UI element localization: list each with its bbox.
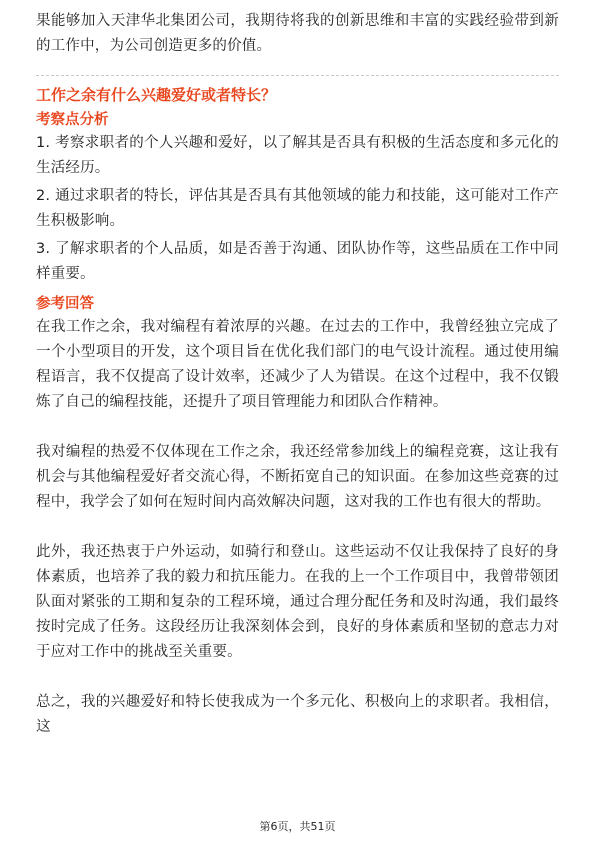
analysis-point: 3. 了解求职者的个人品质，如是否善于沟通、团队协作等，这些品质在工作中同样重要。 (36, 241, 559, 282)
analysis-point: 2. 通过求职者的特长，评估其是否具有其他领域的能力和技能，这可能对工作产生积极影响。 (36, 188, 559, 229)
answer-label: 参考回答 (36, 296, 94, 312)
answer-paragraph: 我对编程的热爱不仅体现在工作之余，我还经常参加线上的编程竞赛，这让我有机会与其他编程爱好者交流心得，不断拓宽自己的知识面。在参加这些竞赛的过程中，我学会了如何在短时间内高效解决问题，这对我的工作也有很大的帮助。 (36, 444, 559, 510)
document-page (36, 0, 559, 740)
answer-paragraph: 此外，我还热衷于户外运动，如骑行和登山。这些运动不仅让我保持了良好的身体素质，也培养了我的毅力和抗压能力。在我的上一个工作项目中，我曾带领团队面对紧张的工期和复杂的工程环境，通过合理分配任务和及时沟通，我们最终按时完成了任务。这段经历让我深刻体会到，良好的身体素质和坚韧的意志力对于应对工作中的挑战至关重要。 (36, 544, 559, 660)
answer-paragraph: 总之，我的兴趣爱好和特长使我成为一个多元化、积极向上的求职者。我相信，这 (36, 694, 559, 735)
section-divider (36, 75, 559, 76)
answer-paragraph: 在我工作之余，我对编程有着浓厚的兴趣。在过去的工作中，我曾经独立完成了一个小型项目的开发，这个项目旨在优化我们部门的电气设计流程。通过使用编程语言，我不仅提高了设计效率，还减少了人为错误。在这个过程中，我不仅锻炼了自己的编程技能，还提升了项目管理能力和团队合作精神。 (36, 319, 559, 410)
question-title: 工作之余有什么兴趣爱好或者特长？ (36, 86, 277, 104)
intro-paragraph: 果能够加入天津华北集团公司，我期待将我的创新思维和丰富的实践经验带到新的工作中，为公司创造更多的价值。 (36, 13, 559, 54)
analysis-point: 1. 考察求职者的个人兴趣和爱好，以了解其是否具有积极的生活态度和多元化的生活经历。 (36, 135, 559, 176)
page-footer: 第6页，共51页 (259, 820, 336, 833)
analysis-label: 考察点分析 (36, 112, 109, 128)
